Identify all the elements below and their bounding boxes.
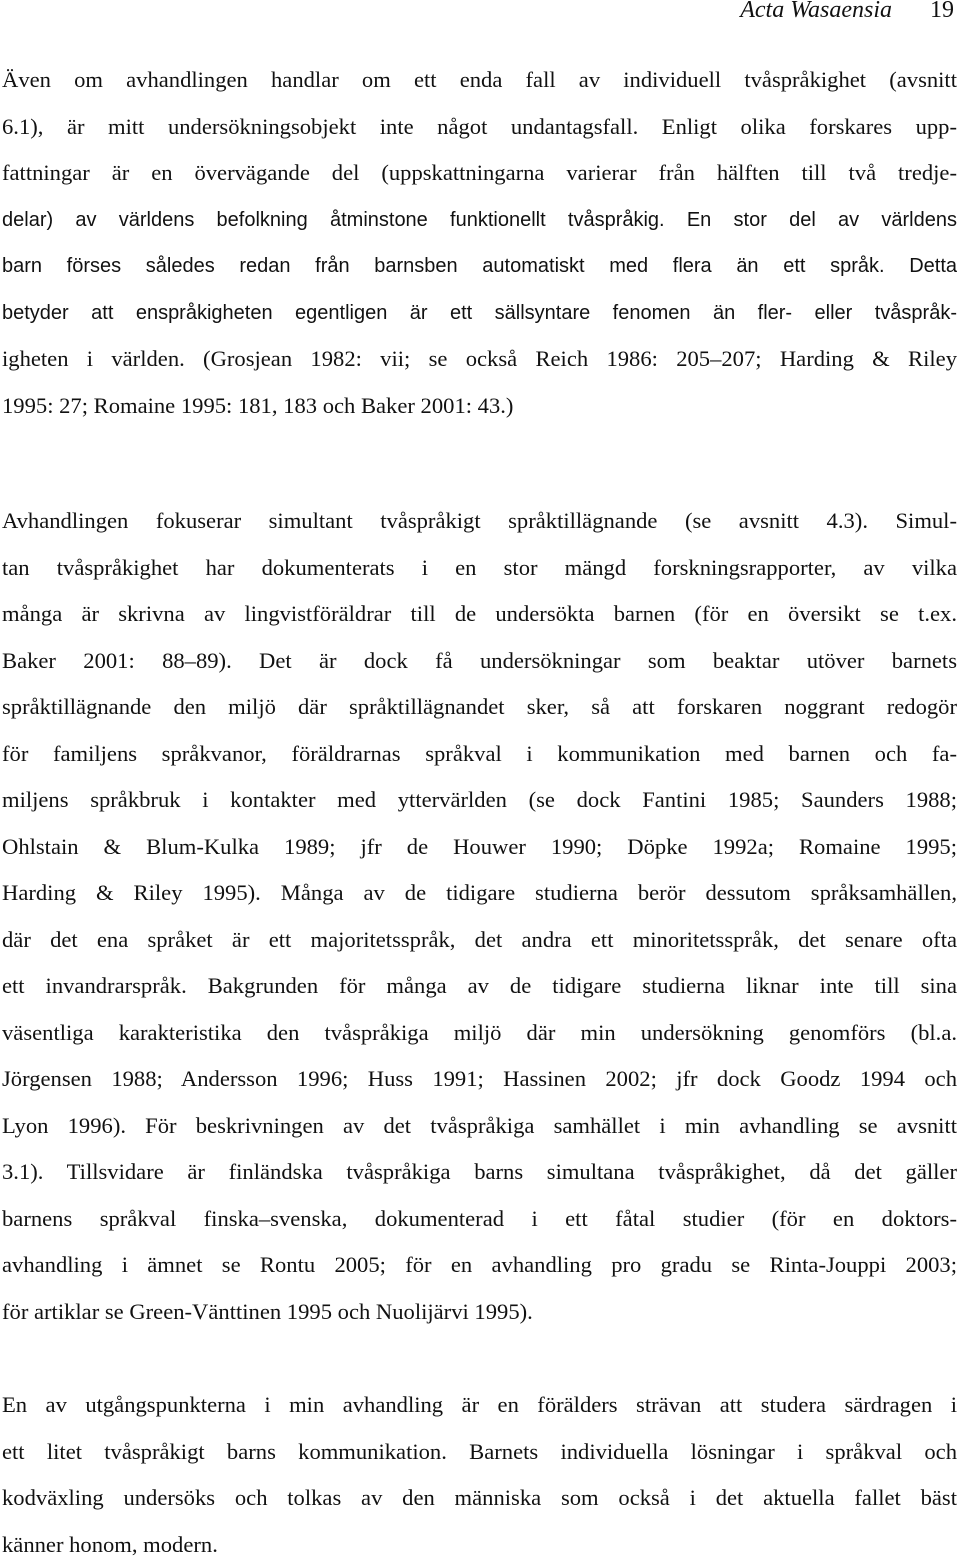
text-line: 3.1). Tillsvidare är finländska tvåspråkiga barns simultana tvåspråkighet, då det gäller <box>2 1149 957 1196</box>
journal-title: Acta Wasaensia <box>740 0 892 23</box>
text-line: väsentliga karakteristika den tvåspråkiga miljö där min undersökning genomförs (bl.a. <box>2 1010 957 1057</box>
text-line: En av utgångspunkterna i min avhandling är en förälders strävan att studera särdragen i <box>2 1382 957 1429</box>
text-line: språktillägnande den miljö där språktillägnandet sker, så att forskaren noggrant redogör <box>2 684 957 731</box>
text-line: Baker 2001: 88–89). Det är dock få undersökningar som beaktar utöver barnets <box>2 638 957 685</box>
text-line: för familjens språkvanor, föräldrarnas språkval i kommunikation med barnen och fa- <box>2 731 957 778</box>
text-line: Lyon 1996). För beskrivningen av det tvåspråkiga samhället i min avhandling se avsnitt <box>2 1103 957 1150</box>
text-line: Avhandlingen fokuserar simultant tvåspråkigt språktillägnande (se avsnitt 4.3). Simul- <box>2 498 957 545</box>
text-line: Jörgensen 1988; Andersson 1996; Huss 1991; Hassinen 2002; jfr dock Goodz 1994 och <box>2 1056 957 1103</box>
text-line: delar) av världens befolkning åtminstone funktionellt tvåspråkig. En stor del av världens <box>2 197 957 244</box>
text-line: barn förses således redan från barnsben automatiskt med flera än ett språk. Detta <box>2 243 957 290</box>
text-line: Ohlstain & Blum-Kulka 1989; jfr de Houwer 1990; Döpke 1992a; Romaine 1995; <box>2 824 957 871</box>
text-line: ett litet tvåspråkigt barns kommunikation. Barnets individuella lösningar i språkval och <box>2 1429 957 1476</box>
text-line: många är skrivna av lingvistföräldrar till de undersökta barnen (för en översikt se t.ex. <box>2 591 957 638</box>
text-line: där det ena språket är ett majoritetsspråk, det andra ett minoritetsspråk, det senare ofta <box>2 917 957 964</box>
text-line: fattningar är en övervägande del (uppskattningarna varierar från hälften till två tredje- <box>2 150 957 197</box>
text-line: miljens språkbruk i kontakter med yttervärlden (se dock Fantini 1985; Saunders 1988; <box>2 777 957 824</box>
paragraph-3 <box>2 1382 957 1568</box>
paragraph-2 <box>2 498 957 1335</box>
paragraph-1 <box>2 57 957 429</box>
text-line: avhandling i ämnet se Rontu 2005; för en avhandling pro gradu se Rinta-Jouppi 2003; <box>2 1242 957 1289</box>
text-line: Harding & Riley 1995). Många av de tidigare studierna berör dessutom språksamhällen, <box>2 870 957 917</box>
text-line: för artiklar se Green-Vänttinen 1995 och Nuolijärvi 1995). <box>2 1289 957 1336</box>
page-number: 19 <box>930 0 954 23</box>
text-line: tan tvåspråkighet har dokumenterats i en stor mängd forskningsrapporter, av vilka <box>2 545 957 592</box>
text-line: känner honom, modern. <box>2 1522 957 1568</box>
text-line: igheten i världen. (Grosjean 1982: vii; se också Reich 1986: 205–207; Harding & Riley <box>2 336 957 383</box>
text-line: Även om avhandlingen handlar om ett enda fall av individuell tvåspråkighet (avsnitt <box>2 57 957 104</box>
running-header <box>740 0 954 26</box>
text-line: 6.1), är mitt undersökningsobjekt inte något undantagsfall. Enligt olika forskares upp- <box>2 104 957 151</box>
text-line: barnens språkval finska–svenska, dokumenterad i ett fåtal studier (för en doktors- <box>2 1196 957 1243</box>
text-line: betyder att enspråkigheten egentligen är ett sällsyntare fenomen än fler- eller tvåspråk- <box>2 290 957 337</box>
text-line: kodväxling undersöks och tolkas av den människa som också i det aktuella fallet bäst <box>2 1475 957 1522</box>
text-line: 1995: 27; Romaine 1995: 181, 183 och Baker 2001: 43.) <box>2 383 957 430</box>
text-line: ett invandrarspråk. Bakgrunden för många av de tidigare studierna liknar inte till sina <box>2 963 957 1010</box>
